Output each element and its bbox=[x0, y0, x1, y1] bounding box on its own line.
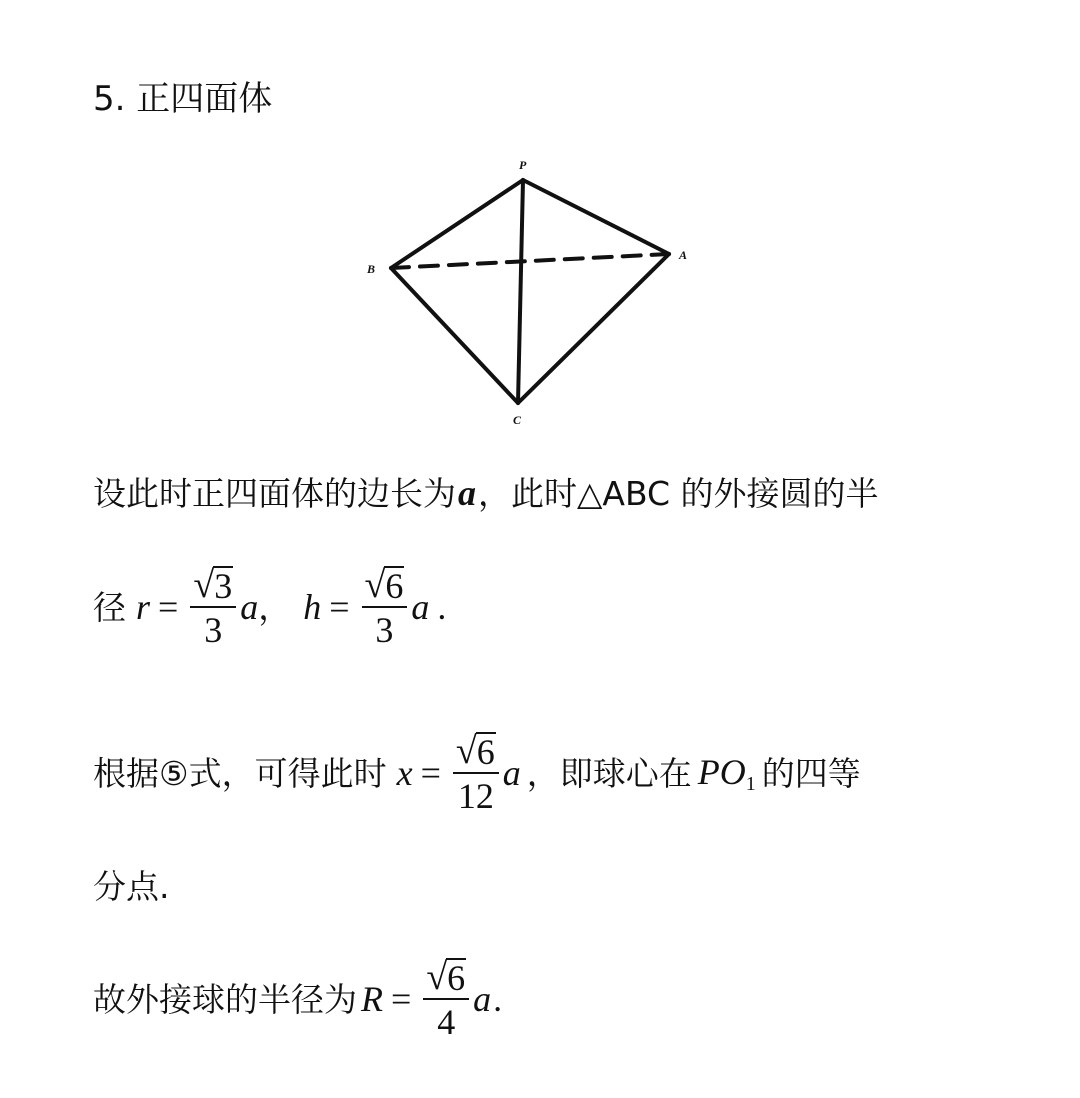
vertex-label-P: P bbox=[519, 158, 527, 172]
var-a: a bbox=[411, 587, 430, 627]
radicand: 6 bbox=[385, 566, 404, 606]
var-R: R bbox=[361, 979, 383, 1019]
denominator: 3 bbox=[375, 610, 394, 650]
denominator: 4 bbox=[437, 1002, 456, 1042]
subscript-1: 1 bbox=[745, 772, 756, 795]
var-a: a bbox=[473, 979, 492, 1019]
edge-PB bbox=[391, 180, 523, 268]
radicand: 3 bbox=[214, 566, 233, 606]
edge-BC bbox=[391, 268, 518, 403]
edge-PC bbox=[518, 180, 523, 403]
period: . bbox=[493, 979, 503, 1019]
sqrt: √ 6 bbox=[455, 730, 495, 772]
para2-text-a: 根据⑤式，可得此时 bbox=[93, 753, 387, 793]
fraction-r bbox=[190, 566, 236, 648]
var-h: h bbox=[303, 587, 322, 627]
tetrahedron-figure bbox=[360, 150, 720, 435]
radicand: 6 bbox=[476, 732, 495, 772]
equals-sign: = bbox=[158, 587, 179, 627]
var-r: r bbox=[136, 587, 151, 627]
var-PO: PO bbox=[697, 751, 746, 792]
var-x: x bbox=[396, 753, 413, 793]
sqrt: √ 6 bbox=[364, 564, 404, 606]
denominator: 3 bbox=[204, 610, 223, 650]
para2-line1 bbox=[93, 718, 861, 828]
para1-line1 bbox=[93, 475, 879, 511]
vertex-label-C: C bbox=[513, 413, 522, 427]
edge-AC bbox=[518, 254, 669, 403]
denominator: 12 bbox=[457, 776, 494, 816]
vertex-label-A: A bbox=[679, 248, 688, 262]
para3-equation-line bbox=[93, 944, 502, 1054]
radicand: 6 bbox=[447, 958, 466, 998]
para1-text-a: 设此时正四面体的边长为 bbox=[93, 474, 456, 513]
equals-sign: = bbox=[329, 587, 350, 627]
period: . bbox=[437, 587, 447, 627]
edge-BA-hidden bbox=[391, 254, 669, 268]
para2-text-c: 的四等 bbox=[761, 753, 861, 793]
para3-text: 故外接球的半径为 bbox=[93, 979, 357, 1019]
fraction-h bbox=[362, 566, 408, 648]
para1-equation-line bbox=[93, 552, 446, 662]
equals-sign: = bbox=[391, 979, 412, 1019]
sqrt: √ 6 bbox=[426, 956, 466, 998]
var-a: a bbox=[458, 473, 476, 513]
para2-text-b: ，即球心在 bbox=[526, 753, 692, 793]
para2-line2: 分点. bbox=[93, 867, 170, 906]
sqrt: √ 3 bbox=[193, 564, 233, 606]
fraction-x bbox=[453, 732, 499, 814]
equals-sign: = bbox=[420, 753, 441, 793]
fraction-R bbox=[423, 958, 469, 1040]
para1-jing: 径 bbox=[93, 587, 126, 627]
comma: ， bbox=[258, 587, 292, 627]
heading: 5. 正四面体 bbox=[93, 79, 273, 119]
vertex-label-B: B bbox=[367, 262, 376, 276]
para1-text-b: ，此时△ABC 的外接圆的半 bbox=[478, 474, 879, 513]
var-PO1 bbox=[698, 751, 756, 796]
var-a: a bbox=[502, 753, 521, 793]
var-a: a bbox=[240, 587, 259, 627]
edge-PA bbox=[523, 180, 669, 254]
